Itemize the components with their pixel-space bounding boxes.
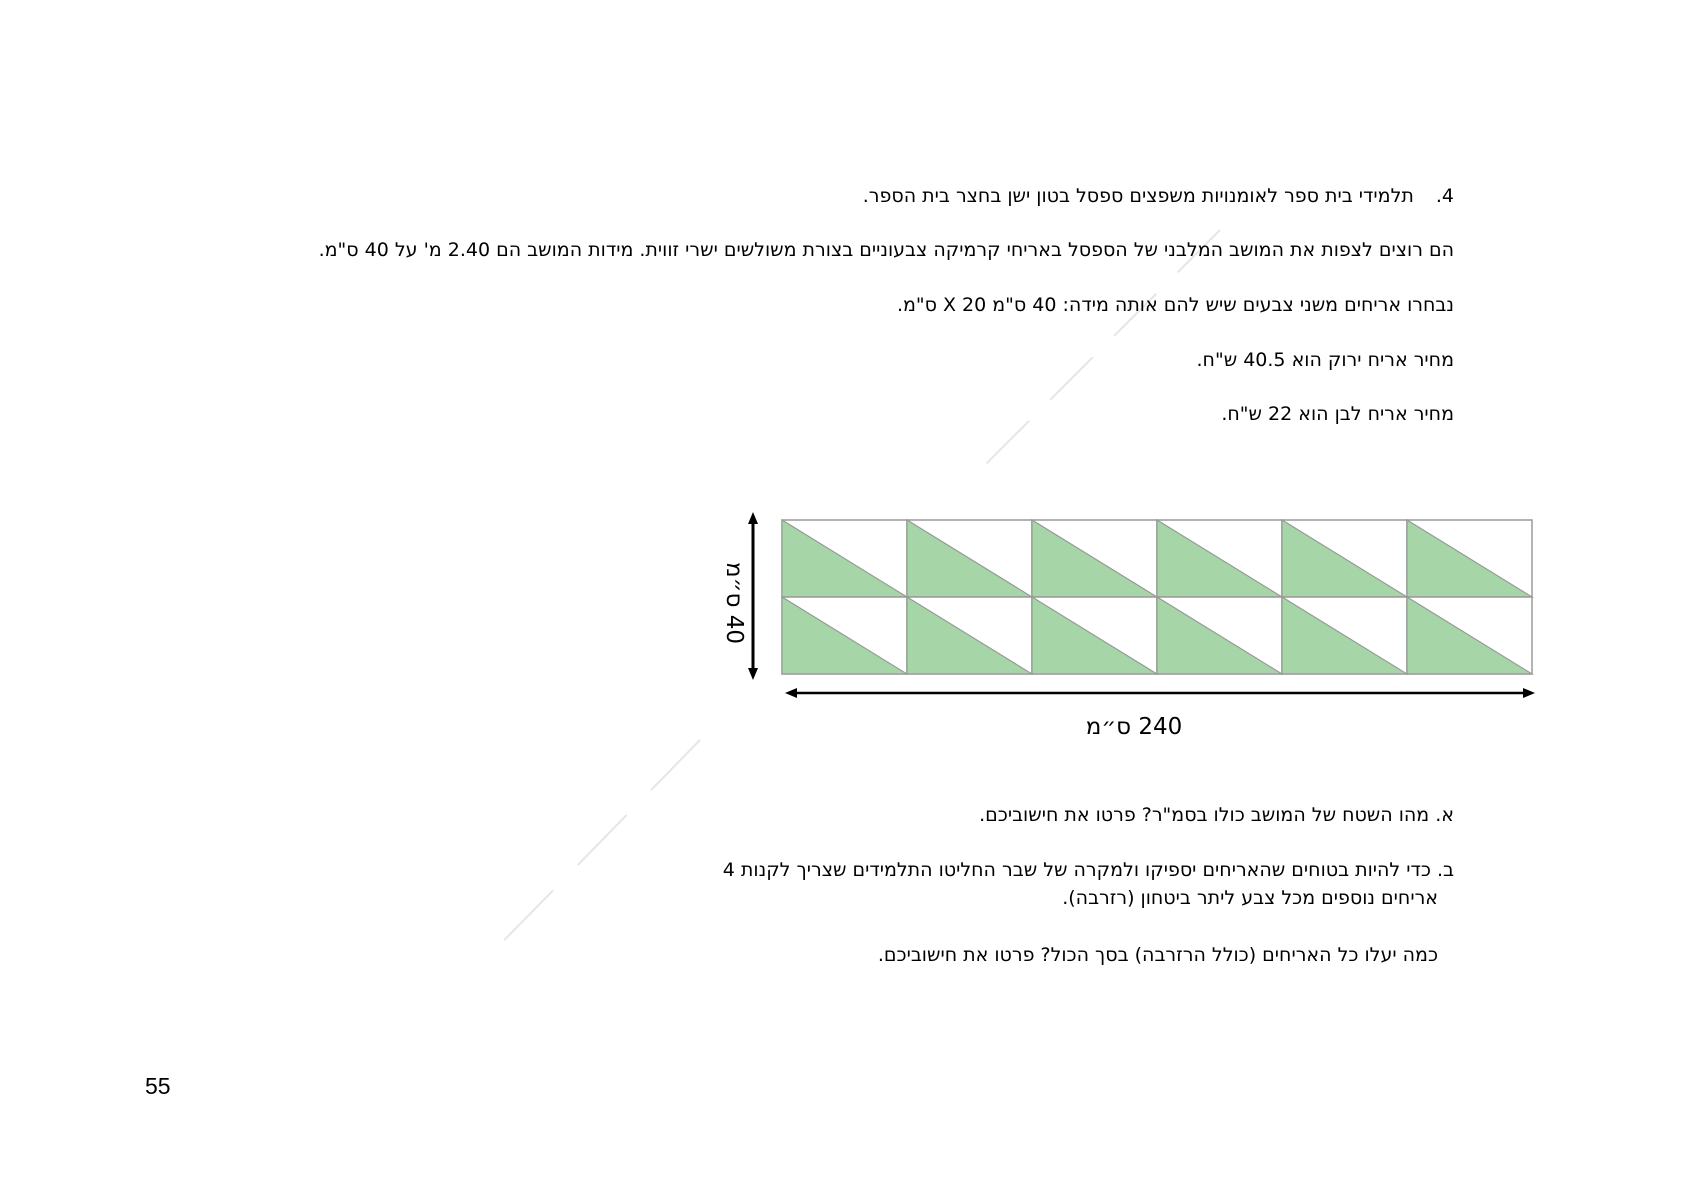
part-a: א. מהו השטח של המושב כולו בסמ"ר? פרטו את חישוביכם.	[979, 804, 1454, 826]
question-intro-text: תלמידי בית ספר לאומנויות משפצים ספסל בטון ישן בחצר בית הספר.	[862, 185, 1414, 207]
white-tile-price: מחיר אריח לבן הוא 22 ש"ח.	[1221, 403, 1454, 425]
bench-tile-diagram	[700, 505, 1540, 745]
part-b-line-1: ב. כדי להיות בטוחים שהאריחים יספיקו ולמקרה של שבר החליטו התלמידים שצריך לקנות 4	[722, 859, 1454, 881]
height-dimension-arrow	[748, 512, 758, 680]
page-number: 55	[145, 1073, 171, 1099]
question-intro	[863, 184, 1454, 208]
tile-grid	[782, 520, 1532, 674]
part-b-line-3: כמה יעלו כל האריחים (כולל הרזרבה) בסך הכול? פרטו את חישוביכם.	[877, 944, 1438, 966]
green-tile-price: מחיר אריח ירוק הוא 40.5 ש"ח.	[1196, 349, 1454, 371]
question-number: 4.	[1435, 185, 1454, 207]
width-label: 240 ס״מ	[1085, 714, 1183, 740]
width-dimension-arrow	[785, 688, 1535, 698]
question-line-2: הם רוצים לצפות את המושב המלבני של הספסל באריחי קרמיקה צבעוניים בצורת משולשים ישרי זווית. מידות המושב הם 2.40 מ' על 40 ס"מ.	[318, 239, 1454, 261]
part-b-line-2: אריחים נוספים מכל צבע ליתר ביטחון (רזרבה).	[1062, 887, 1438, 909]
height-label: 40 ס״מ	[721, 562, 747, 644]
question-line-3: נבחרו אריחים משני צבעים שיש להם אותה מידה: 40 ס"מ X 20 ס"מ.	[896, 294, 1454, 316]
